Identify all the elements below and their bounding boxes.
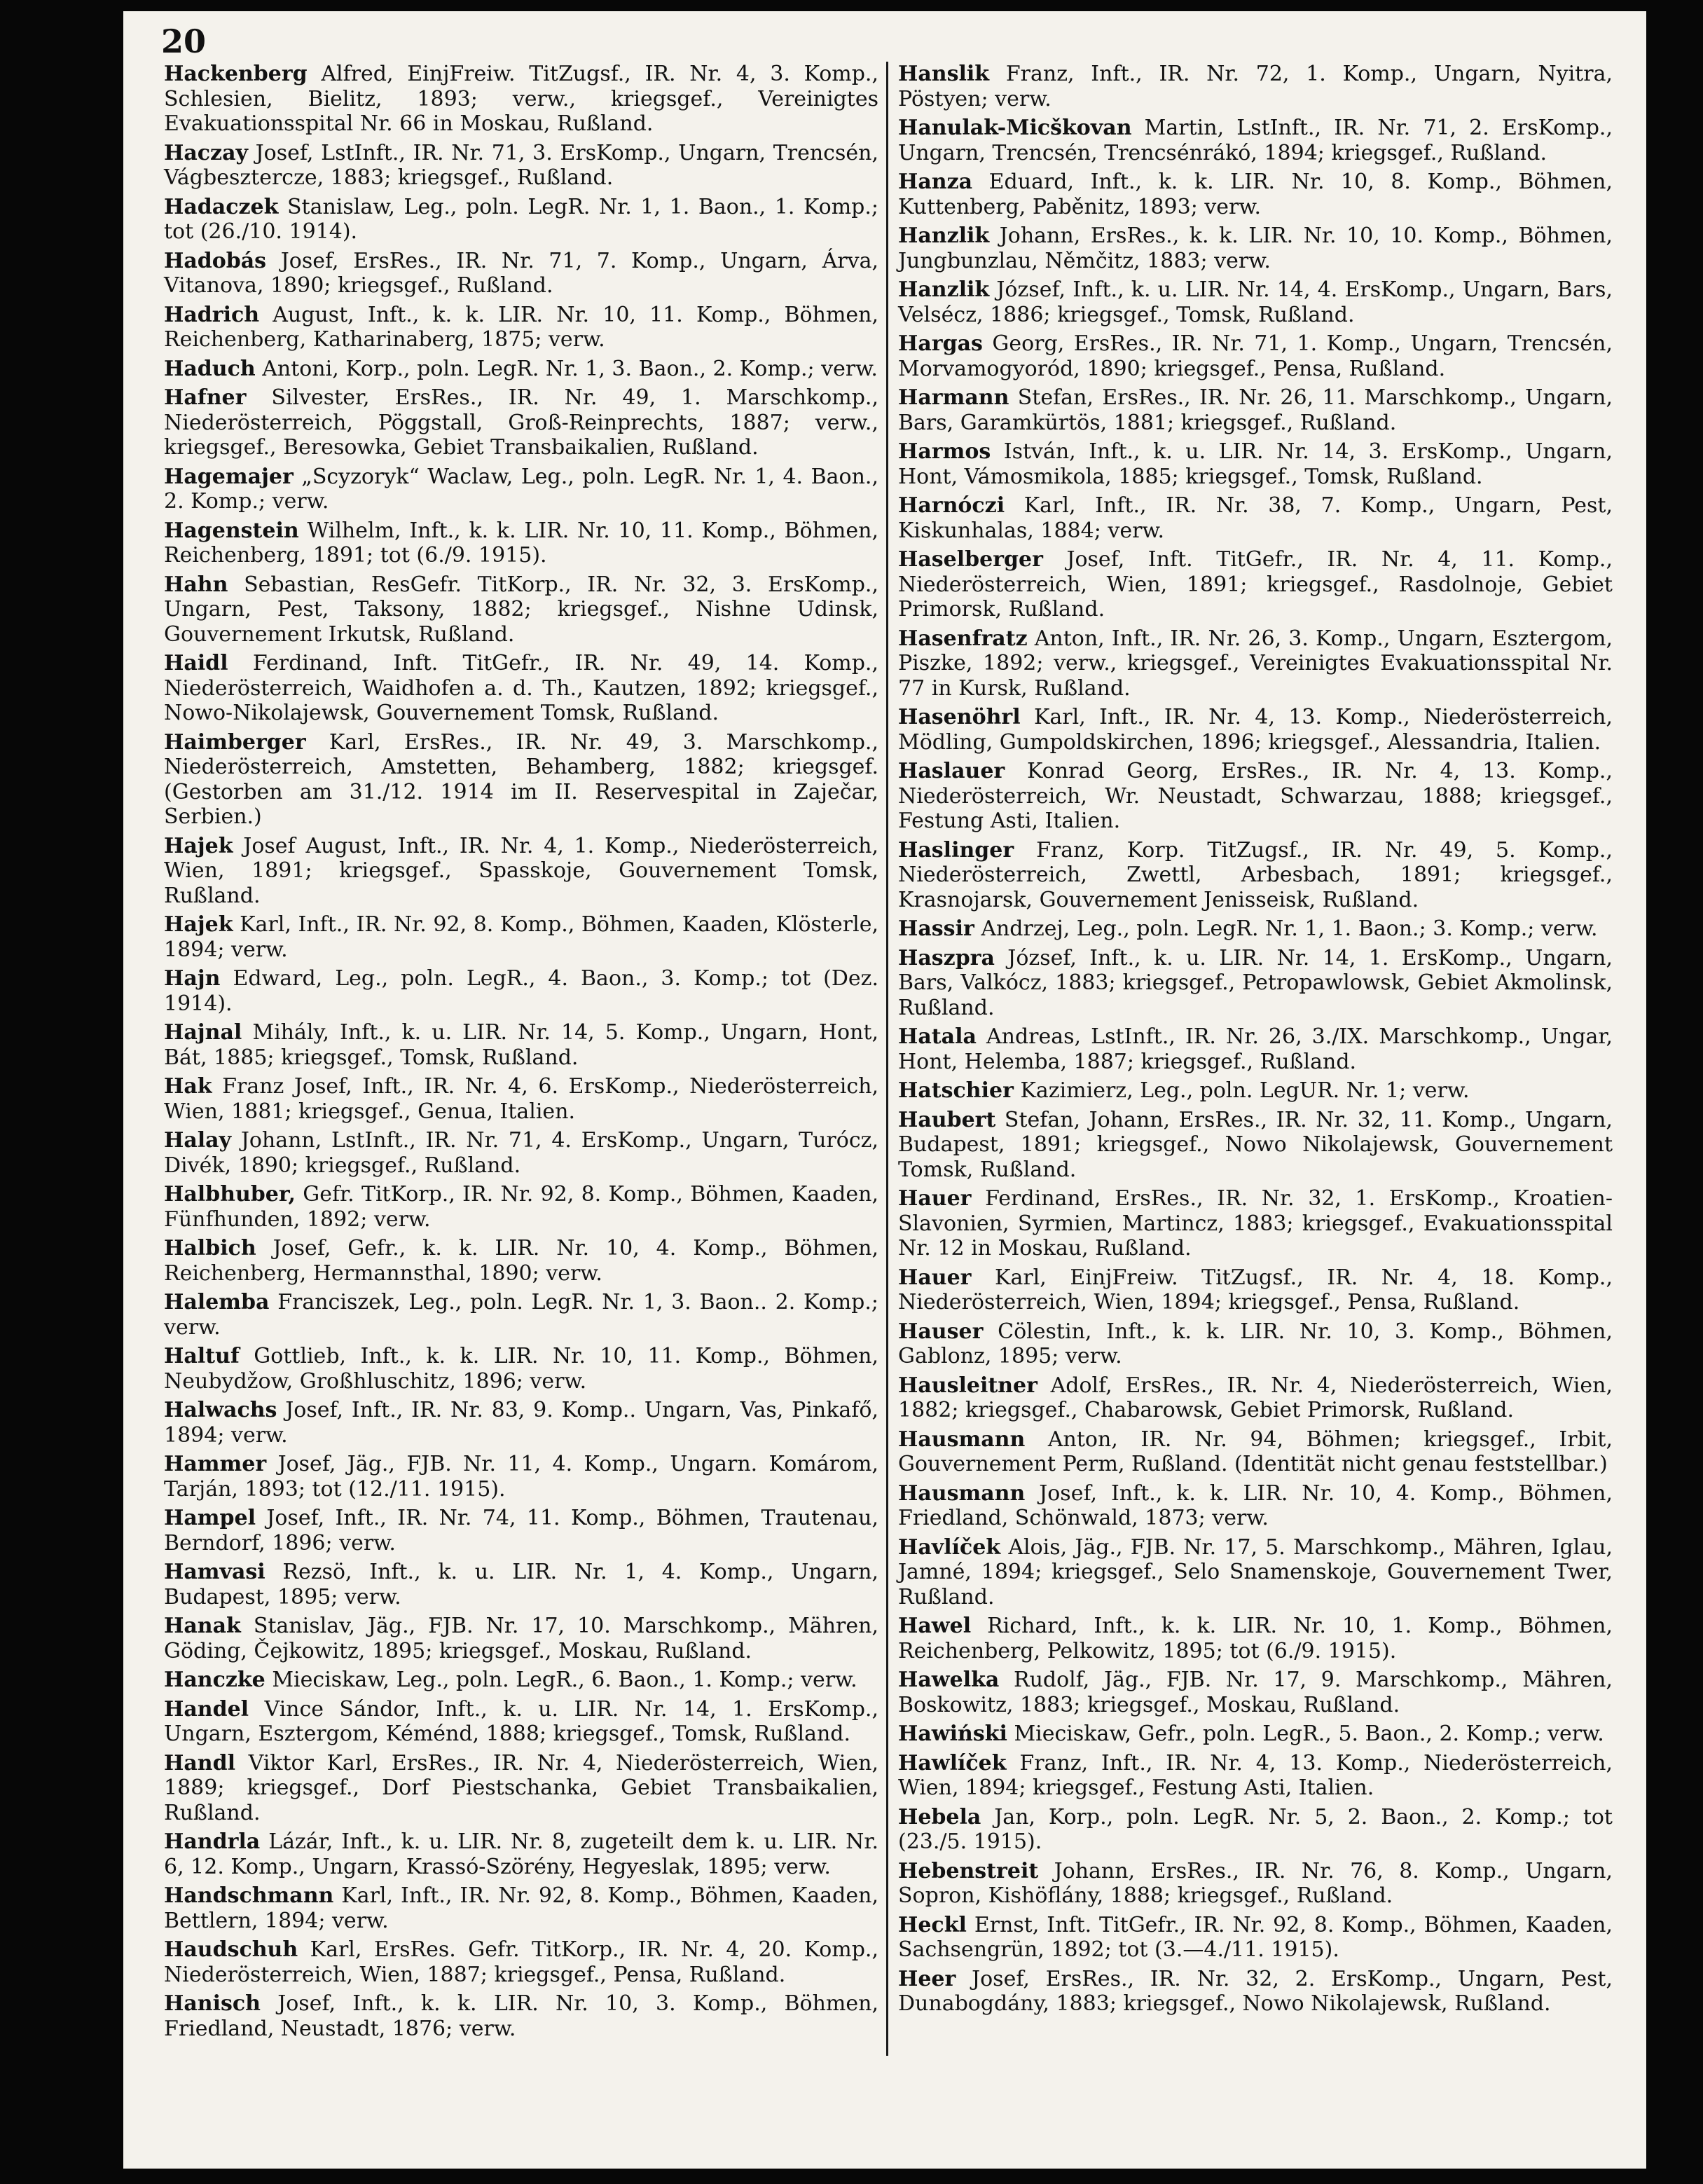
entry-details: Wilhelm, Inft., k. k. LIR. Nr. 10, 11. Komp., Böhmen, Reichenberg, 1891; tot (6./9. 1915). (164, 518, 878, 568)
entry-details: Stefan, Johann, ErsRes., IR. Nr. 32, 11. Komp., Ungarn, Budapest, 1891; kriegsgef., Nowo Nikolajewsk, Gouvernement Tomsk, Rußland. (898, 1107, 1613, 1182)
entry-surname: Hanzlik (898, 277, 990, 302)
entry-details: Josef, Inft., k. k. LIR. Nr. 10, 4. Komp., Böhmen, Friedland, Schönwald, 1873; verw. (898, 1481, 1613, 1530)
entry-surname: Harmos (898, 439, 991, 464)
entry-details: Josef, ErsRes., IR. Nr. 71, 7. Komp., Ungarn, Árva, Vitanova, 1890; kriegsgef., Rußland. (164, 248, 878, 298)
entry-details: Johann, ErsRes., IR. Nr. 76, 8. Komp., Ungarn, Sopron, Kishöflány, 1888; kriegsgef., Rußland. (898, 1858, 1613, 1908)
register-entry (164, 1560, 878, 1609)
register-entry (164, 385, 878, 460)
entry-surname: Hassir (898, 916, 974, 941)
register-entry (164, 1991, 878, 2041)
register-entry (164, 1614, 878, 1663)
entry-surname: Hanzlik (898, 224, 990, 248)
register-entry (164, 141, 878, 191)
entry-surname: Haslinger (898, 837, 1014, 863)
entry-surname: Hausmann (898, 1427, 1026, 1452)
register-entry (164, 518, 878, 568)
entry-details: Lázár, Inft., k. u. LIR. Nr. 8, zugeteilt dem k. u. LIR. Nr. 6, 12. Komp., Ungarn, Krassó-Szörény, Hegyeslak, 1895; verw. (164, 1829, 878, 1879)
entry-surname: Hawel (898, 1614, 972, 1638)
entry-surname: Hargas (898, 331, 983, 356)
register-entry (164, 1751, 878, 1826)
register-entry (164, 572, 878, 647)
entry-details: Josef, LstInft., IR. Nr. 71, 3. ErsKomp., Ungarn, Trencsén, Vágbesztercze, 1883; kriegsgef., Rußland. (164, 140, 878, 190)
entry-details: Jan, Korp., poln. LegR. Nr. 5, 2. Baon., 2. Komp.; tot (23./5. 1915). (898, 1804, 1613, 1854)
entry-details: Ferdinand, Inft. TitGefr., IR. Nr. 49, 14. Komp., Niederösterreich, Waidhofen a. d. Th., Kautzen, 1892; kriegsgef., Nowo-Nikolajewsk, Gouvernement Tomsk, Rußland. (164, 651, 878, 725)
register-entry (164, 1236, 878, 1286)
entry-details: Edward, Leg., poln. LegR., 4. Baon., 3. Komp.; tot (Dez. 1914). (164, 966, 878, 1016)
entry-surname: Hajnal (164, 1020, 242, 1045)
entry-details: Josef, Inft., k. k. LIR. Nr. 10, 3. Komp., Böhmen, Friedland, Neustadt, 1876; verw. (164, 1991, 878, 2041)
document-page (123, 11, 1646, 2169)
entry-surname: Hajn (164, 966, 221, 991)
entry-surname: Heckl (898, 1912, 967, 1937)
entry-surname: Hasenfratz (898, 626, 1028, 651)
entry-details: Alfred, EinjFreiw. TitZugsf., IR. Nr. 4, 3. Komp., Schlesien, Bielitz, 1893; verw., kriegsgef., Vereinigtes Evakuationsspital Nr. 66 in Moskau, Rußland. (164, 62, 878, 136)
entry-details: Karl, Inft., IR. Nr. 92, 8. Komp., Böhmen, Kaaden, Klösterle, 1894; verw. (164, 912, 879, 962)
entry-surname: Hanczke (164, 1668, 266, 1692)
entry-surname: Hajek (164, 833, 233, 858)
register-entry (898, 1108, 1613, 1183)
register-entry (164, 1290, 878, 1340)
entry-details: Martin, LstInft., IR. Nr. 71, 2. ErsKomp., Ungarn, Trencsén, Trencsénrákó, 1894; kriegsgef., Rußland. (898, 116, 1613, 165)
register-entry (898, 1913, 1613, 1963)
register-entry (164, 1020, 878, 1070)
entry-details: Karl, Inft., IR. Nr. 38, 7. Komp., Ungarn, Pest, Kiskunhalas, 1884; verw. (898, 493, 1613, 543)
register-entry (898, 493, 1613, 543)
entry-details: Konrad Georg, ErsRes., IR. Nr. 4, 13. Komp., Niederösterreich, Wr. Neustadt, Schwarzau, 1888; kriegsgef., Festung Asti, Italien. (898, 759, 1613, 833)
entry-surname: Haduch (164, 356, 256, 381)
register-entry (164, 912, 878, 962)
entry-surname: Hawiński (898, 1722, 1007, 1746)
register-entry (164, 1182, 878, 1232)
register-entry (898, 62, 1613, 111)
entry-surname: Hahn (164, 572, 228, 597)
entry-details: Vince Sándor, Inft., k. u. LIR. Nr. 14, 1. ErsKomp., Ungarn, Esztergom, Kéménd, 1888; kriegsgef., Tomsk, Rußland. (164, 1696, 878, 1746)
entry-surname: Havlíček (898, 1534, 1001, 1560)
entry-surname: Halwachs (164, 1398, 277, 1422)
register-entry (164, 651, 878, 726)
entry-details: Karl, ErsRes. Gefr. TitKorp., IR. Nr. 4, 20. Komp., Niederösterreich, Wien, 1887; kriegsgef., Pensa, Rußland. (164, 1937, 878, 1987)
entry-surname: Handel (164, 1696, 249, 1722)
entry-surname: Haimberger (164, 729, 306, 755)
register-entry (164, 1668, 878, 1693)
register-entry (164, 966, 878, 1016)
entry-surname: Hanisch (164, 1991, 261, 2016)
entry-details: Silvester, ErsRes., IR. Nr. 49, 1. Marschkomp., Niederösterreich, Pöggstall, Groß-Reinprechts, 1887; verw., kriegsgef., Beresowka, Gebiet Transbaikalien, Rußland. (164, 385, 878, 460)
register-entry (164, 834, 878, 909)
entry-details: Josef, Gefr., k. k. LIR. Nr. 10, 4. Komp., Böhmen, Reichenberg, Hermannsthal, 1890; verw. (164, 1236, 878, 1286)
entry-details: Rudolf, Jäg., FJB. Nr. 17, 9. Marschkomp., Mähren, Boskowitz, 1883; kriegsgef., Moskau, Rußland. (898, 1668, 1613, 1717)
register-entry (164, 303, 878, 352)
entry-details: Stefan, ErsRes., IR. Nr. 26, 11. Marschkomp., Ungarn, Bars, Garamkürtös, 1881; kriegsgef., Rußland. (898, 385, 1613, 435)
entry-surname: Handl (164, 1750, 235, 1776)
entry-details: József, Inft., k. u. LIR. Nr. 14, 4. ErsKomp., Ungarn, Bars, Velsécz, 1886; kriegsgef., Tomsk, Rußland. (898, 277, 1613, 327)
register-entry (898, 1535, 1613, 1610)
entry-surname: Harmann (898, 385, 1009, 410)
entry-surname: Hebenstreit (898, 1858, 1039, 1883)
entry-surname: Haselberger (898, 547, 1043, 572)
entry-details: Andreas, LstInft., IR. Nr. 26, 3./IX. Marschkomp., Ungar, Hont, Helemba, 1887; kriegsgef., Rußland. (898, 1024, 1613, 1074)
entry-surname: Hak (164, 1074, 212, 1099)
register-entry (898, 705, 1613, 755)
register-entry (898, 838, 1613, 913)
register-entry (898, 1186, 1613, 1261)
entry-surname: Haudschuh (164, 1937, 298, 1962)
page-number: 20 (161, 22, 207, 60)
entry-surname: Hawlíček (898, 1750, 1007, 1776)
register-entry (164, 1452, 878, 1502)
entry-surname: Hatala (898, 1024, 977, 1049)
register-entry (898, 1751, 1613, 1801)
entry-surname: Hagemajer (164, 464, 294, 489)
register-entry (898, 946, 1613, 1021)
entry-details: Josef, Inft., IR. Nr. 74, 11. Komp., Böhmen, Trautenau, Berndorf, 1896; verw. (164, 1506, 878, 1555)
entry-surname: Hausleitner (898, 1373, 1037, 1398)
entry-surname: Hauer (898, 1186, 972, 1211)
register-entry (898, 1967, 1613, 2017)
entry-surname: Handrla (164, 1829, 261, 1854)
entry-surname: Haltuf (164, 1344, 240, 1368)
entry-surname: Hadrich (164, 302, 260, 327)
right-column (898, 62, 1613, 2021)
entry-details: Andrzej, Leg., poln. LegR. Nr. 1, 1. Baon.; 3. Komp.; verw. (981, 916, 1598, 941)
register-entry (898, 1265, 1613, 1315)
entry-details: Gefr. TitKorp., IR. Nr. 92, 8. Komp., Böhmen, Kaaden, Fünfhunden, 1892; verw. (164, 1182, 878, 1232)
entry-details: Cölestin, Inft., k. k. LIR. Nr. 10, 3. Komp., Böhmen, Gablonz, 1895; verw. (898, 1319, 1613, 1368)
register-entry (898, 626, 1613, 701)
entry-details: Johann, LstInft., IR. Nr. 71, 4. ErsKomp., Ungarn, Turócz, Divék, 1890; kriegsgef., Rußland. (164, 1128, 878, 1178)
entry-surname: Hajek (164, 912, 233, 937)
entry-details: Franz, Inft., IR. Nr. 4, 13. Komp., Niederösterreich, Wien, 1894; kriegsgef., Festung Asti, Italien. (898, 1750, 1613, 1800)
entry-details: István, Inft., k. u. LIR. Nr. 14, 3. ErsKomp., Ungarn, Hont, Vámosmikola, 1885; kriegsgef., Tomsk, Rußland. (898, 439, 1613, 489)
register-entry (898, 1078, 1613, 1104)
entry-details: Kazimierz, Leg., poln. LegUR. Nr. 1; verw. (1020, 1078, 1470, 1103)
entry-surname: Haslauer (898, 759, 1005, 783)
entry-details: Gottlieb, Inft., k. k. LIR. Nr. 10, 11. Komp., Böhmen, Neubydžow, Großhluschitz, 1896; verw. (164, 1344, 878, 1394)
register-entry (898, 1805, 1613, 1855)
register-entry (898, 1859, 1613, 1909)
entry-details: Mieciskaw, Gefr., poln. LegR., 5. Baon., 2. Komp.; verw. (1014, 1722, 1604, 1746)
register-entry (898, 331, 1613, 381)
register-entry (898, 1319, 1613, 1369)
entry-surname: Halemba (164, 1290, 270, 1314)
register-entry (164, 357, 878, 382)
register-entry (164, 1937, 878, 1987)
register-entry (898, 916, 1613, 942)
entry-details: Franciszek, Leg., poln. LegR. Nr. 1, 3. Baon.. 2. Komp.; verw. (164, 1290, 878, 1340)
entry-details: József, Inft., k. u. LIR. Nr. 14, 1. ErsKomp., Ungarn, Bars, Valkócz, 1883; kriegsgef., Petropawlowsk, Gebiet Akmolinsk, Rußland. (898, 945, 1613, 1020)
entry-details: Georg, ErsRes., IR. Nr. 71, 1. Komp., Ungarn, Trencsén, Morvamogyoród, 1890; kriegsgef., Pensa, Rußland. (898, 331, 1613, 381)
entry-details: Franz, Inft., IR. Nr. 72, 1. Komp., Ungarn, Nyitra, Pöstyen; verw. (898, 62, 1613, 111)
register-entry (898, 439, 1613, 489)
entry-details: Josef, Inft., IR. Nr. 83, 9. Komp.. Ungarn, Vas, Pinkafő, 1894; verw. (164, 1398, 878, 1448)
register-entry (898, 547, 1613, 622)
register-entry (898, 385, 1613, 435)
entry-details: Josef, Jäg., FJB. Nr. 11, 4. Komp., Ungarn. Komárom, Tarján, 1893; tot (12./11. 1915). (164, 1452, 878, 1502)
entry-details: Mihály, Inft., k. u. LIR. Nr. 14, 5. Komp., Ungarn, Hont, Bát, 1885; kriegsgef., Tomsk, Rußland. (164, 1020, 878, 1070)
entry-details: Sebastian, ResGefr. TitKorp., IR. Nr. 32, 3. ErsKomp., Ungarn, Pest, Taksony, 1882; kriegsgef., Nishne Udinsk, Gouvernement Irkutsk, Rußland. (164, 572, 878, 647)
entry-surname: Hampel (164, 1506, 256, 1530)
register-entry (898, 277, 1613, 327)
register-entry (898, 1668, 1613, 1717)
entry-details: Adolf, ErsRes., IR. Nr. 4, Niederösterreich, Wien, 1882; kriegsgef., Chabarowsk, Gebiet Primorsk, Rußland. (898, 1373, 1613, 1422)
entry-details: Josef, ErsRes., IR. Nr. 32, 2. ErsKomp., Ungarn, Pest, Dunabogdány, 1883; kriegsgef., Nowo Nikolajewsk, Rußland. (898, 1966, 1613, 2016)
entry-surname: Hanslik (898, 62, 990, 86)
entry-surname: Hebela (898, 1804, 981, 1829)
entry-details: Viktor Karl, ErsRes., IR. Nr. 4, Niederösterreich, Wien, 1889; kriegsgef., Dorf Piestschanka, Gebiet Transbaikalien, Rußland. (164, 1750, 878, 1825)
entry-surname: Halay (164, 1128, 232, 1153)
entry-surname: Hawelka (898, 1668, 1000, 1692)
entry-surname: Hanulak-Micškovan (898, 116, 1132, 140)
entry-details: Franz, Korp. TitZugsf., IR. Nr. 49, 5. Komp., Niederösterreich, Zwettl, Arbesbach, 1891; kriegsgef., Krasnojarsk, Gouvernement Jenisseisk, Rußland. (898, 837, 1613, 912)
entry-surname: Hadaczek (164, 194, 279, 219)
entry-surname: Hanza (898, 170, 973, 194)
entry-surname: Hamvasi (164, 1560, 266, 1584)
entry-details: Alois, Jäg., FJB. Nr. 17, 5. Marschkomp., Mähren, Iglau, Jamné, 1894; kriegsgef., Selo Snamenskoje, Gouvernement Twer, Rußland. (898, 1534, 1613, 1609)
entry-surname: Halbich (164, 1236, 256, 1261)
register-entry (898, 1614, 1613, 1663)
register-entry (164, 195, 878, 245)
entry-surname: Haczay (164, 140, 248, 165)
entry-surname: Hafner (164, 385, 247, 410)
entry-details: Ernst, Inft. TitGefr., IR. Nr. 92, 8. Komp., Böhmen, Kaaden, Sachsengrün, 1892; tot (3.—4./11. 1915). (898, 1912, 1613, 1962)
register-entry (164, 1697, 878, 1747)
entry-surname: Haubert (898, 1107, 996, 1132)
entry-surname: Hausmann (898, 1481, 1026, 1506)
entry-surname: Hagenstein (164, 518, 299, 543)
entry-surname: Hauer (898, 1265, 972, 1290)
register-entry (164, 1506, 878, 1555)
register-entry (164, 1074, 878, 1124)
entry-details: Richard, Inft., k. k. LIR. Nr. 10, 1. Komp., Böhmen, Reichenberg, Pelkowitz, 1895; tot (6./9. 1915). (898, 1614, 1613, 1663)
entry-details: Franz Josef, Inft., IR. Nr. 4, 6. ErsKomp., Niederösterreich, Wien, 1881; kriegsgef., Genua, Italien. (164, 1074, 878, 1124)
register-entry (898, 116, 1613, 165)
entry-details: Josef, Inft. TitGefr., IR. Nr. 4, 11. Komp., Niederösterreich, Wien, 1891; kriegsgef., Rasdolnoje, Gebiet Primorsk, Rußland. (898, 547, 1613, 621)
register-entry (898, 224, 1613, 273)
entry-details: Karl, EinjFreiw. TitZugsf., IR. Nr. 4, 18. Komp., Niederösterreich, Wien, 1894; kriegsgef., Pensa, Rußland. (898, 1265, 1613, 1314)
entry-surname: Hasenöhrl (898, 705, 1021, 729)
entry-surname: Hackenberg (164, 62, 308, 86)
entry-details: Stanislav, Jäg., FJB. Nr. 17, 10. Marschkomp., Mähren, Göding, Čejkowitz, 1895; kriegsgef., Moskau, Rußland. (164, 1614, 878, 1663)
entry-details: Eduard, Inft., k. k. LIR. Nr. 10, 8. Komp., Böhmen, Kuttenberg, Paběnitz, 1893; verw. (898, 170, 1613, 219)
register-entry (898, 170, 1613, 219)
entry-details: Stanislaw, Leg., poln. LegR. Nr. 1, 1. Baon., 1. Komp.; tot (26./10. 1914). (164, 194, 878, 244)
entry-surname: Haidl (164, 651, 228, 675)
entry-details: August, Inft., k. k. LIR. Nr. 10, 11. Komp., Böhmen, Reichenberg, Katharinaberg, 1875; verw. (164, 302, 878, 352)
register-entry (164, 730, 878, 830)
register-entry (898, 1427, 1613, 1477)
register-entry (164, 62, 878, 137)
column-divider (886, 62, 888, 2056)
register-entry (164, 1344, 878, 1394)
entry-surname: Halbhuber, (164, 1182, 296, 1207)
register-entry (898, 1722, 1613, 1747)
entry-details: Karl, Inft., IR. Nr. 4, 13. Komp., Niederösterreich, Mödling, Gumpoldskirchen, 1896; kriegsgef., Alessandria, Italien. (898, 705, 1613, 755)
left-column (164, 62, 878, 2045)
entry-details: „Scyzoryk“ Waclaw, Leg., poln. LegR. Nr. 1, 4. Baon., 2. Komp.; verw. (164, 464, 878, 514)
register-entry (164, 465, 878, 514)
register-entry (164, 249, 878, 298)
entry-details: Antoni, Korp., poln. LegR. Nr. 1, 3. Baon., 2. Komp.; verw. (262, 356, 878, 381)
entry-surname: Handschmann (164, 1883, 334, 1908)
entry-surname: Hanak (164, 1614, 241, 1638)
entry-details: Johann, ErsRes., k. k. LIR. Nr. 10, 10. Komp., Böhmen, Jungbunzlau, Němčitz, 1883; verw. (898, 224, 1613, 273)
entry-details: Josef August, Inft., IR. Nr. 4, 1. Komp., Niederösterreich, Wien, 1891; kriegsgef., Spasskoje, Gouvernement Tomsk, Rußland. (164, 833, 878, 908)
register-entry (898, 1373, 1613, 1423)
entry-details: Mieciskaw, Leg., poln. LegR., 6. Baon., 1. Komp.; verw. (272, 1668, 857, 1692)
register-entry (898, 1024, 1613, 1074)
register-entry (164, 1883, 878, 1933)
entry-details: Anton, Inft., IR. Nr. 26, 3. Komp., Ungarn, Esztergom, Piszke, 1892; verw., kriegsgef., Vereinigtes Evakuationsspital Nr. 77 in Kursk, Rußland. (898, 626, 1613, 701)
entry-details: Karl, Inft., IR. Nr. 92, 8. Komp., Böhmen, Kaaden, Bettlern, 1894; verw. (164, 1883, 878, 1933)
entry-surname: Harnóczi (898, 493, 1005, 518)
entry-details: Karl, ErsRes., IR. Nr. 49, 3. Marschkomp., Niederösterreich, Amstetten, Behamberg, 1882; kriegsgef. (Gestorben am 31./12. 1914 im II. Reservespital in Zaječar, Serbien.) (164, 729, 879, 829)
register-entry (898, 1481, 1613, 1531)
entry-surname: Hauser (898, 1319, 984, 1344)
entry-surname: Hammer (164, 1452, 267, 1476)
entry-surname: Hadobás (164, 248, 267, 273)
entry-surname: Hatschier (898, 1078, 1014, 1103)
register-entry (164, 1398, 878, 1448)
entry-details: Anton, IR. Nr. 94, Böhmen; kriegsgef., Irbit, Gouvernement Perm, Rußland. (Identität nicht genau feststellbar.) (898, 1427, 1613, 1476)
entry-details: Ferdinand, ErsRes., IR. Nr. 32, 1. ErsKomp., Kroatien-Slavonien, Syrmien, Martincz, 1883; kriegsgef., Evakuationsspital Nr. 12 in Moskau, Rußland. (898, 1186, 1613, 1261)
register-entry (164, 1829, 878, 1879)
entry-surname: Heer (898, 1966, 956, 1991)
entry-surname: Haszpra (898, 945, 995, 970)
entry-details: Rezsö, Inft., k. u. LIR. Nr. 1, 4. Komp., Ungarn, Budapest, 1895; verw. (164, 1560, 878, 1609)
register-entry (164, 1128, 878, 1178)
register-entry (898, 759, 1613, 834)
